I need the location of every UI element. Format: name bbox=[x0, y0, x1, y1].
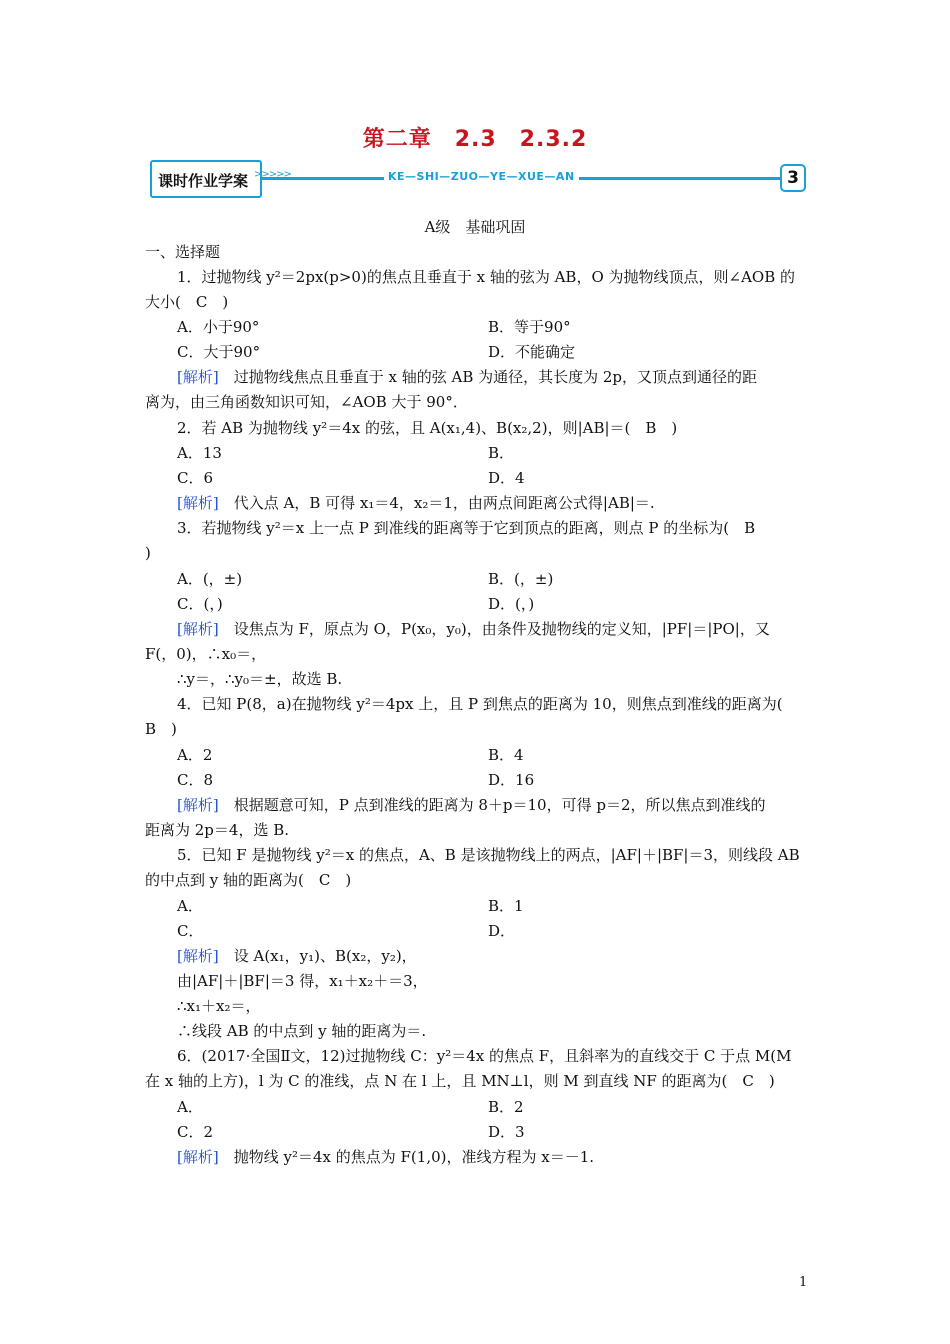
option-a: A．2 bbox=[177, 746, 213, 764]
option-d: D．16 bbox=[488, 771, 535, 789]
option-b: B．2 bbox=[488, 1098, 524, 1116]
hint-label: [解析] bbox=[177, 1148, 219, 1166]
solution-2 bbox=[177, 493, 655, 513]
option-b: B．1 bbox=[488, 897, 524, 915]
solution-4-cont: 距离为 2p＝4，选 B. bbox=[145, 821, 290, 839]
banner-arrows-icon: >>>>> bbox=[254, 169, 291, 180]
option-d: D．(，) bbox=[488, 595, 535, 613]
solution-text: 设 A(x₁，y₁)、B(x₂，y₂)， bbox=[233, 947, 417, 965]
solution-text: 抛物线 y²＝4x 的焦点为 F(1,0)，准线方程为 x＝－1. bbox=[233, 1148, 595, 1166]
option-d: D．3 bbox=[488, 1123, 525, 1141]
option-c: C．6 bbox=[177, 469, 214, 487]
option-d: D． bbox=[488, 922, 516, 940]
solution-5 bbox=[177, 946, 417, 966]
option-d: D．4 bbox=[488, 469, 525, 487]
banner-number: 3 bbox=[780, 164, 806, 192]
option-d: D．不能确定 bbox=[488, 343, 576, 361]
solution-5-cont: ∴线段 AB 的中点到 y 轴的距离为＝. bbox=[177, 1022, 427, 1040]
option-c: C． bbox=[177, 922, 204, 940]
hint-label: [解析] bbox=[177, 796, 219, 814]
section-heading: 一、选择题 bbox=[145, 243, 221, 261]
solution-text: 根据题意可知，P 点到准线的距离为 8＋p＝10，可得 p＝2，所以焦点到准线的 bbox=[233, 796, 766, 814]
question-3: 3．若抛物线 y²＝x 上一点 P 到准线的距离等于它到顶点的距离，则点 P 的坐标为( B bbox=[177, 519, 756, 537]
page-number: 1 bbox=[799, 1275, 808, 1290]
option-b: B． bbox=[488, 444, 515, 462]
hint-label: [解析] bbox=[177, 494, 219, 512]
solution-3-cont: F(，0)，∴x₀＝， bbox=[145, 645, 267, 663]
solution-text: 设焦点为 F，原点为 O，P(x₀，y₀)，由条件及抛物线的定义知，|PF|＝|PO|，又 bbox=[233, 620, 770, 638]
option-a: A． bbox=[177, 1098, 203, 1116]
question-5: 5．已知 F 是抛物线 y²＝x 的焦点，A、B 是该抛物线上的两点，|AF|＋|BF|＝3，则线段 AB bbox=[177, 846, 800, 864]
solution-5-cont: 由|AF|＋|BF|＝3 得，x₁＋x₂＋＝3， bbox=[177, 972, 428, 990]
question-4: 4．已知 P(8，a)在抛物线 y²＝4px 上，且 P 到焦点的距离为 10，则焦点到准线的距离为( bbox=[177, 695, 783, 713]
solution-text: 代入点 A，B 可得 x₁＝4，x₂＝1，由两点间距离公式得|AB|＝. bbox=[233, 494, 655, 512]
option-a: A．(，±) bbox=[177, 570, 243, 588]
solution-1 bbox=[177, 367, 757, 387]
option-a: A． bbox=[177, 897, 203, 915]
question-6: 6．(2017·全国Ⅱ文，12)过抛物线 C：y²＝4x 的焦点 F，且斜率为的直线交于 C 于点 M(M bbox=[177, 1047, 792, 1065]
solution-3 bbox=[177, 619, 770, 639]
option-b: B．等于90° bbox=[488, 318, 571, 336]
solution-6 bbox=[177, 1147, 594, 1167]
level-heading: A级 基础巩固 bbox=[424, 218, 526, 236]
hint-label: [解析] bbox=[177, 368, 219, 386]
question-1: 1．过抛物线 y²＝2px(p>0)的焦点且垂直于 x 轴的弦为 AB，O 为抛物线顶点，则∠AOB 的 bbox=[177, 268, 795, 286]
solution-text: 过抛物线焦点且垂直于 x 轴的弦 AB 为通径，其长度为 2p，又顶点到通径的距 bbox=[233, 368, 758, 386]
section-banner bbox=[150, 160, 806, 196]
banner-pinyin: KE—SHI—ZUO—YE—XUE—AN bbox=[384, 170, 579, 183]
hint-label: [解析] bbox=[177, 620, 219, 638]
question-2: 2．若 AB 为抛物线 y²＝4x 的弦，且 A(x₁,4)、B(x₂,2)，则|AB|＝( B ) bbox=[177, 419, 678, 437]
question-3-cont: ) bbox=[145, 544, 151, 562]
option-a: A．13 bbox=[177, 444, 222, 462]
option-c: C．8 bbox=[177, 771, 214, 789]
option-b: B．4 bbox=[488, 746, 524, 764]
option-c: C．2 bbox=[177, 1123, 214, 1141]
question-6-cont: 在 x 轴的上方)，l 为 C 的准线，点 N 在 l 上，且 MN⊥l，则 M 到直线 NF 的距离为( C ) bbox=[145, 1072, 775, 1090]
chapter-title: 第二章 2.3 2.3.2 bbox=[362, 127, 588, 152]
solution-4 bbox=[177, 795, 766, 815]
hint-label: [解析] bbox=[177, 947, 219, 965]
question-5-cont: 的中点到 y 轴的距离为( C ) bbox=[145, 871, 352, 889]
question-1-cont: 大小( C ) bbox=[145, 293, 229, 311]
option-c: C．(，) bbox=[177, 595, 223, 613]
question-4-cont: B ) bbox=[145, 720, 177, 738]
solution-3-cont: ∴y＝，∴y₀＝±，故选 B. bbox=[177, 670, 343, 688]
solution-1-cont: 离为，由三角函数知识可知，∠AOB 大于 90°． bbox=[145, 393, 468, 411]
option-c: C．大于90° bbox=[177, 343, 261, 361]
solution-5-cont: ∴x₁＋x₂＝， bbox=[177, 997, 261, 1015]
banner-label-box bbox=[150, 160, 262, 198]
option-a: A．小于90° bbox=[177, 318, 260, 336]
option-b: B．(，±) bbox=[488, 570, 554, 588]
banner-label: 课时作业学案 bbox=[158, 172, 249, 190]
